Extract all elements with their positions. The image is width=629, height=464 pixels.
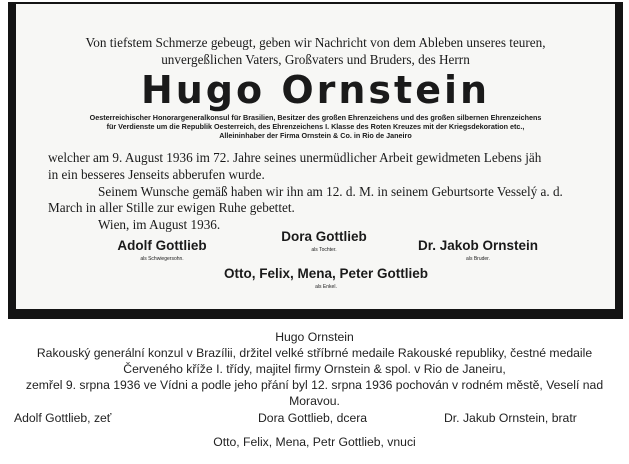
intro-line-2: unvergeßlichen Vaters, Großvaters und Bruders, des Herrn: [161, 52, 470, 67]
caption-line-4: zemřel 9. srpna 1936 ve Vídni a podle jeho přání byl 12. srpna 1936 pochován v rodném městě, Veselí nad: [25, 378, 604, 392]
signatory-name: Dora Gottlieb: [281, 229, 367, 244]
signatory-relation: als Bruder.: [466, 256, 490, 262]
title-line-1: Oesterreichischer Honorargeneralkonsul für Brasilien, Besitzer des großen Ehrenzeichens und des großen silbernen Ehrenzeichens: [89, 113, 542, 122]
signatory-name: Adolf Gottlieb: [117, 238, 207, 253]
caption-signatory-bottom: Otto, Felix, Mena, Petr Gottlieb, vnuci: [213, 435, 416, 449]
body-line-2: in ein besseres Jenseits abberufen wurde.: [48, 167, 265, 182]
signatory-name: Dr. Jakob Ornstein: [417, 238, 539, 253]
signatory-relation: als Tochter.: [311, 247, 337, 253]
title-line-3: Alleininhaber der Firma Ornstein & Co. in Rio de Janeiro: [219, 131, 412, 140]
title-line-2: für Verdienste um die Republik Oesterreich, des Ehrenzeichens I. Klasse des Roten Kreuzes mit der Kriegsdekoration etc.,: [106, 122, 525, 131]
caption-signatory-left: Adolf Gottlieb, zeť: [14, 411, 112, 425]
caption-line-1: Hugo Ornstein: [275, 330, 354, 344]
obituary-notice: [8, 2, 623, 319]
body-line-3: Seinem Wunsche gemäß haben wir ihn am 12. d. M. in seinem Geburtsorte Vesselý a. d.: [98, 184, 563, 199]
intro-line-1: Von tiefstem Schmerze gebeugt, geben wir Nachricht von dem Ableben unseres teuren,: [85, 35, 546, 50]
caption-line-3: Červeného kříže I. třídy, majitel firmy Ornstein & spol. v Rio de Janeiru,: [123, 362, 506, 376]
deceased-name: Hugo Ornstein: [140, 68, 491, 112]
place-date: Wien, im August 1936.: [98, 217, 221, 232]
caption-line-5: Moravou.: [289, 394, 340, 408]
caption-line-2: Rakouský generální konzul v Brazílii, držitel velké stříbrné medaile Rakouské republiky, čestné medaile: [36, 346, 593, 360]
caption-signatory-center: Dora Gottlieb, dcera: [258, 411, 368, 425]
signatory-relation: als Schwiegersohn.: [140, 256, 184, 262]
caption-signatory-right: Dr. Jakub Ornstein, bratr: [444, 411, 577, 425]
body-line-4: March in aller Stille zur ewigen Ruhe gebettet.: [48, 200, 295, 215]
signatory-relation: als Enkel.: [315, 284, 337, 290]
body-line-1: welcher am 9. August 1936 im 72. Jahre seines unermüdlicher Arbeit gewidmeten Lebens jäh: [48, 150, 542, 165]
signatory-name: Otto, Felix, Mena, Peter Gottlieb: [223, 266, 429, 281]
